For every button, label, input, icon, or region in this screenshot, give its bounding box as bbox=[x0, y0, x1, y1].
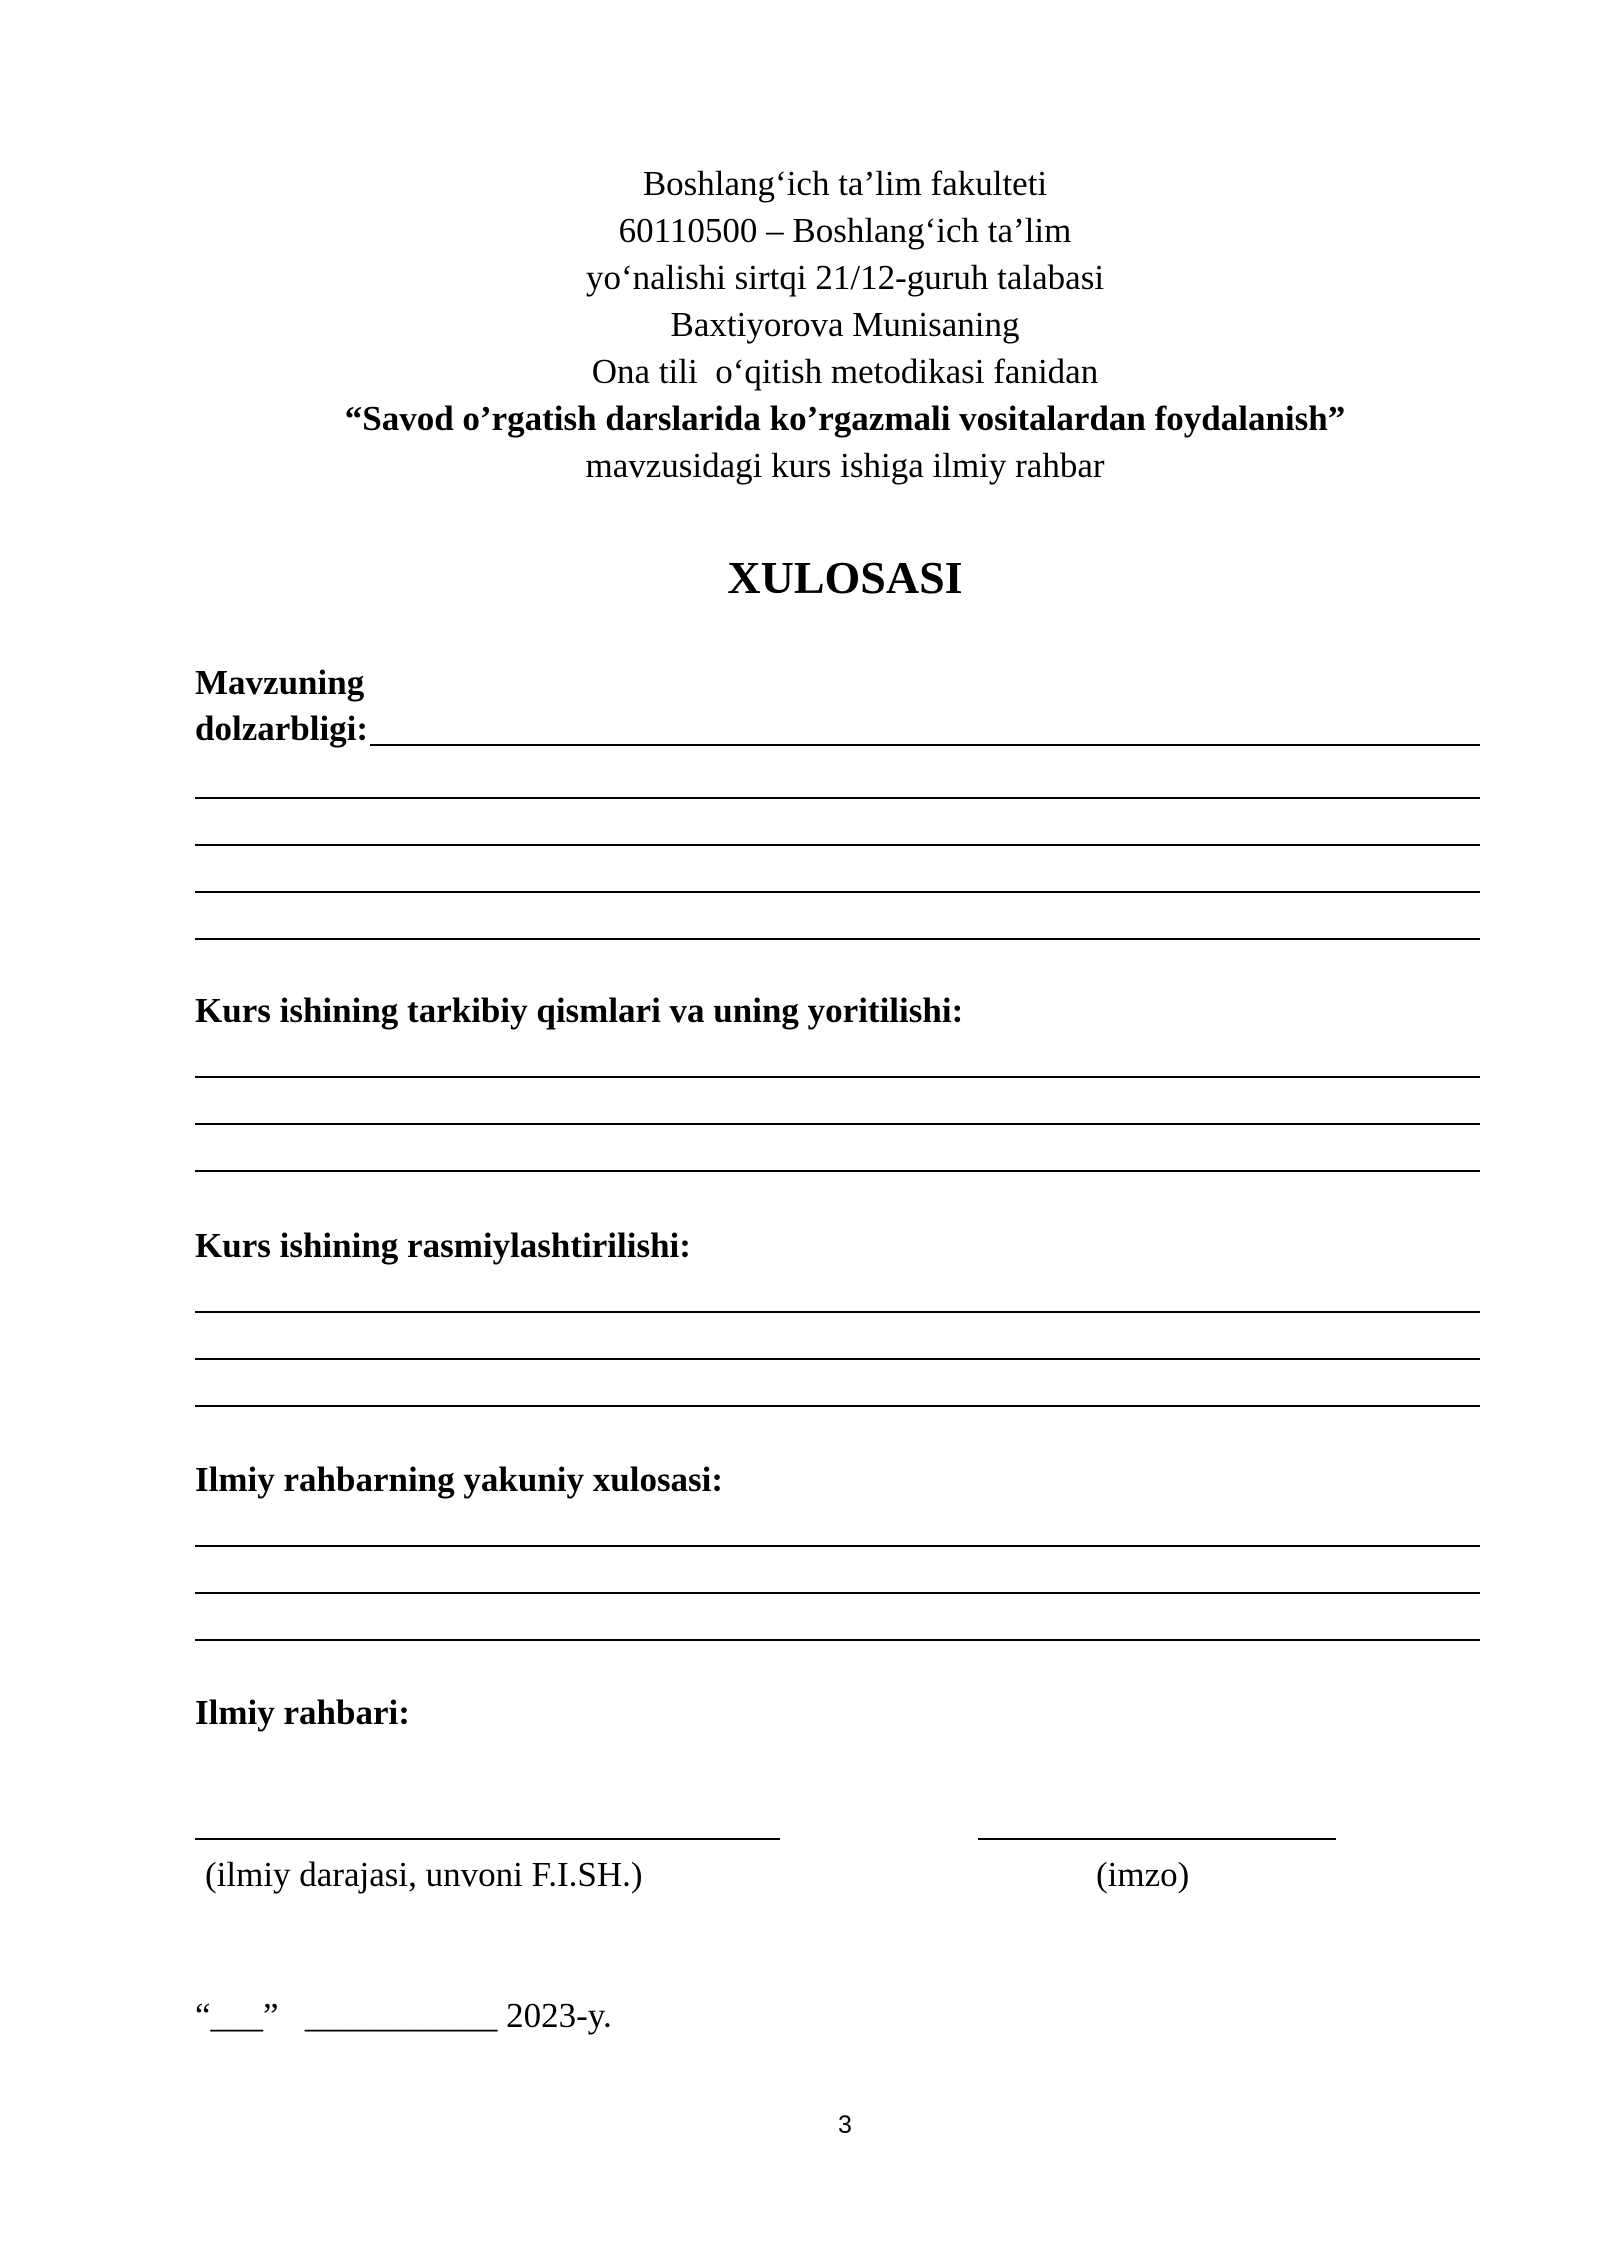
relevance-fill-line[interactable] bbox=[370, 744, 1480, 746]
signature-caption: (imzo) bbox=[1096, 1855, 1190, 1894]
formatting-section bbox=[195, 1223, 1480, 1407]
structure-section bbox=[195, 988, 1480, 1172]
relevance-label-line-1: Mavzuning bbox=[195, 663, 365, 702]
role-line: mavzusidagi kurs ishiga ilmiy rahbar bbox=[585, 446, 1105, 485]
program-line: 60110500 – Boshlang‘ich ta’lim bbox=[618, 211, 1072, 250]
student-line: Baxtiyorova Munisaning bbox=[670, 305, 1020, 344]
signature-line[interactable] bbox=[978, 1838, 1336, 1840]
structure-blank-line[interactable] bbox=[195, 1170, 1480, 1172]
supervisor-name-caption: (ilmiy darajasi, unvoni F.I.SH.) bbox=[205, 1855, 643, 1894]
conclusion-section bbox=[195, 1457, 1480, 1641]
conclusion-blank-line[interactable] bbox=[195, 1545, 1480, 1547]
structure-label: Kurs ishining tarkibiy qismlari va uning yoritilishi: bbox=[195, 991, 964, 1030]
relevance-blank-line[interactable] bbox=[195, 938, 1480, 940]
supervisor-section bbox=[195, 1690, 1480, 1736]
conclusion-blank-line[interactable] bbox=[195, 1639, 1480, 1641]
date-line[interactable]: “___” ___________ 2023-y. bbox=[195, 1996, 612, 2035]
formatting-blank-line[interactable] bbox=[195, 1311, 1480, 1313]
structure-blank-line[interactable] bbox=[195, 1076, 1480, 1078]
formatting-blank-line[interactable] bbox=[195, 1358, 1480, 1360]
document-header bbox=[0, 160, 1600, 489]
structure-blank-line[interactable] bbox=[195, 1123, 1480, 1125]
relevance-blank-line[interactable] bbox=[195, 844, 1480, 846]
relevance-label-line-2: dolzarbligi: bbox=[195, 709, 369, 748]
relevance-first-row bbox=[195, 706, 1480, 752]
supervisor-name-line[interactable] bbox=[195, 1838, 780, 1840]
supervisor-label: Ilmiy rahbari: bbox=[195, 1693, 410, 1732]
subject-line: Ona tili o‘qitish metodikasi fanidan bbox=[591, 352, 1099, 391]
relevance-section bbox=[195, 660, 1480, 940]
group-line: yo‘nalishi sirtqi 21/12-guruh talabasi bbox=[585, 258, 1105, 297]
conclusion-blank-line[interactable] bbox=[195, 1592, 1480, 1594]
conclusion-label: Ilmiy rahbarning yakuniy xulosasi: bbox=[195, 1460, 724, 1499]
relevance-blank-line[interactable] bbox=[195, 797, 1480, 799]
document-title: XULOSASI bbox=[727, 552, 963, 603]
relevance-blank-line[interactable] bbox=[195, 891, 1480, 893]
formatting-label: Kurs ishining rasmiylashtirilishi: bbox=[195, 1226, 691, 1265]
topic-line: “Savod o’rgatish darslarida ko’rgazmali vositalardan foydalanish” bbox=[344, 399, 1346, 438]
formatting-blank-line[interactable] bbox=[195, 1405, 1480, 1407]
faculty-line: Boshlang‘ich ta’lim fakulteti bbox=[642, 164, 1048, 203]
page-number: 3 bbox=[838, 2111, 852, 2139]
